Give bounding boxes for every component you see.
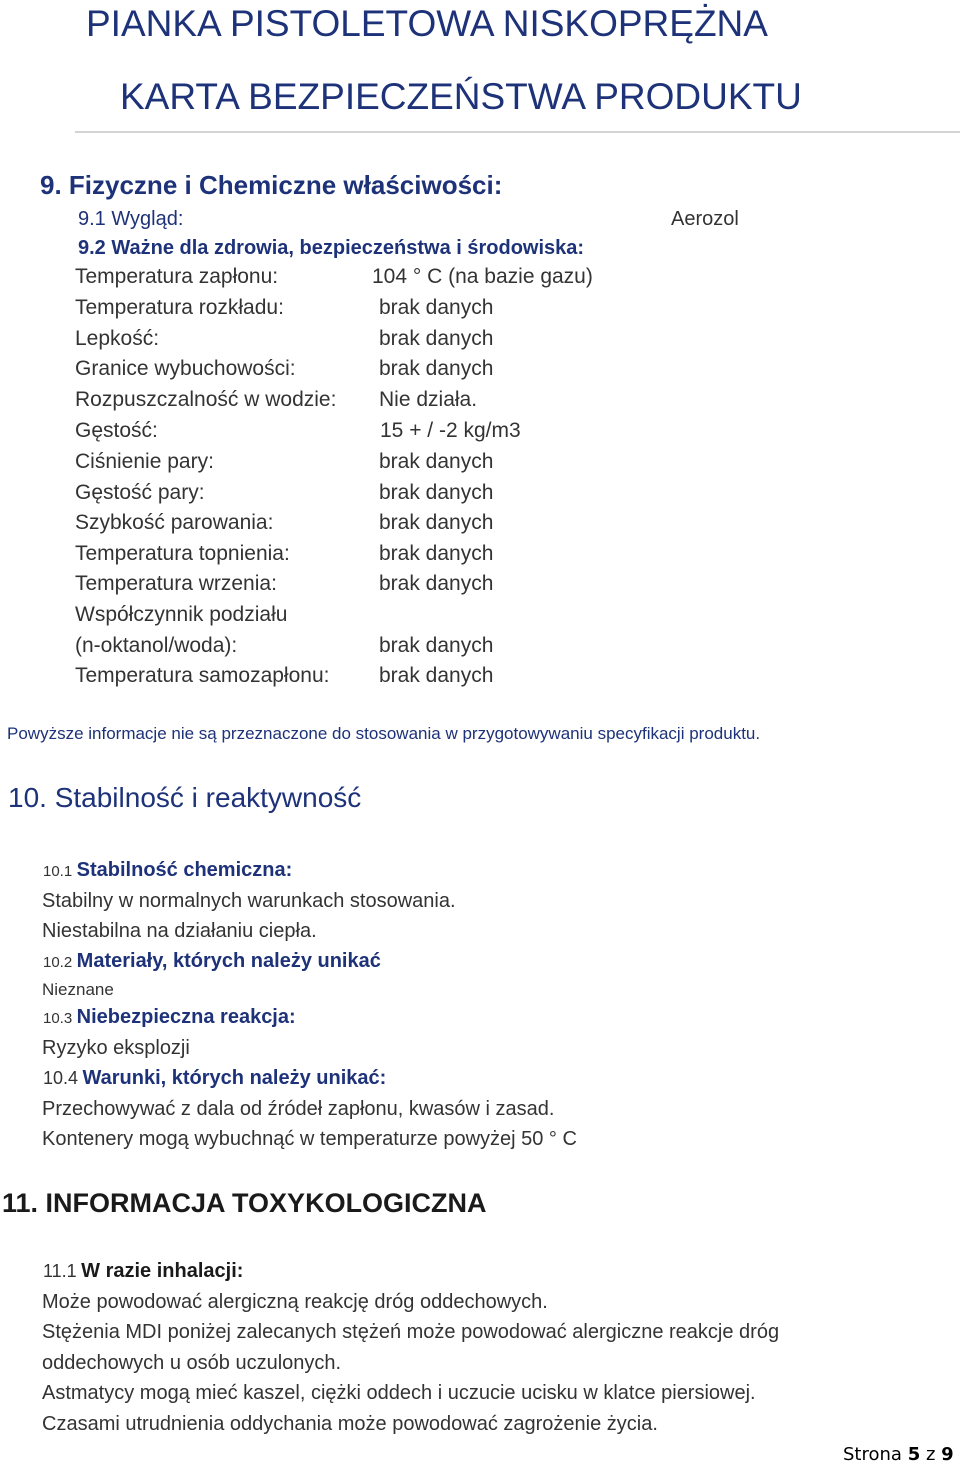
subsection-number: 11.1 bbox=[43, 1261, 77, 1281]
property-value: Nie działa. bbox=[379, 388, 478, 411]
subsection-title: Stabilność chemiczna: bbox=[76, 859, 293, 881]
important-heading: 9.2 Ważne dla zdrowia, bezpieczeństwa i środowiska: bbox=[78, 237, 585, 259]
property-value: brak danych bbox=[379, 450, 494, 473]
property-value: 104 ° C (na bazie gazu) bbox=[372, 265, 593, 288]
subsection-number: 10.3 bbox=[43, 1010, 73, 1027]
property-label: (n-oktanol/woda): bbox=[75, 634, 238, 657]
property-value: brak danych bbox=[379, 664, 494, 687]
section-9-title: 9. Fizyczne i Chemiczne właściwości: bbox=[40, 170, 503, 200]
subsection-title: Niebezpieczna reakcja: bbox=[76, 1006, 296, 1028]
subsection-title: Materiały, których należy unikać bbox=[76, 950, 381, 972]
paragraph-line: Nieznane bbox=[42, 980, 114, 999]
subsection-number: 10.4 bbox=[43, 1068, 79, 1088]
property-value: brak danych bbox=[379, 542, 494, 565]
property-label: Temperatura samozapłonu: bbox=[75, 664, 330, 687]
page-number bbox=[843, 1444, 954, 1465]
subsection-title: W razie inhalacji: bbox=[81, 1260, 244, 1282]
property-value: brak danych bbox=[379, 357, 494, 380]
document-title: PIANKA PISTOLETOWA NISKOPRĘŻNA bbox=[86, 3, 768, 44]
property-value: brak danych bbox=[379, 296, 494, 319]
paragraph-line: Astmatycy mogą mieć kaszel, ciężki oddech i uczucie ucisku w klatce piersiowej. bbox=[42, 1382, 756, 1404]
paragraph-line: Może powodować alergiczną reakcję dróg oddechowych. bbox=[42, 1291, 548, 1313]
paragraph-line: oddechowych u osób uczulonych. bbox=[42, 1352, 342, 1374]
subsection-title: Warunki, których należy unikać: bbox=[82, 1067, 387, 1089]
subsection-10-3 bbox=[43, 1006, 296, 1029]
subsection-10-4 bbox=[43, 1067, 386, 1090]
subsection-10-1 bbox=[43, 859, 292, 882]
property-value: brak danych bbox=[379, 327, 494, 350]
property-label: Ciśnienie pary: bbox=[75, 450, 214, 473]
document-subtitle: KARTA BEZPIECZEŃSTWA PRODUKTU bbox=[120, 76, 802, 117]
section-10-title: 10. Stabilność i reaktywność bbox=[8, 782, 362, 813]
appearance-label: 9.1 Wygląd: bbox=[78, 208, 184, 230]
paragraph-line: Przechowywać z dala od źródeł zapłonu, kwasów i zasad. bbox=[42, 1098, 555, 1120]
property-label: Temperatura zapłonu: bbox=[75, 265, 279, 288]
subsection-number: 10.2 bbox=[43, 954, 73, 971]
property-value: brak danych bbox=[379, 511, 494, 534]
property-label: Rozpuszczalność w wodzie: bbox=[75, 388, 337, 411]
property-value: brak danych bbox=[379, 572, 494, 595]
property-label: Gęstość pary: bbox=[75, 481, 205, 504]
subsection-11-1 bbox=[43, 1260, 243, 1283]
property-value: brak danych bbox=[379, 481, 494, 504]
paragraph-line: Kontenery mogą wybuchnąć w temperaturze powyżej 50 ° C bbox=[42, 1128, 577, 1150]
section-11-title: 11. INFORMACJA TOXYKOLOGICZNA bbox=[2, 1188, 487, 1218]
subsection-number: 10.1 bbox=[43, 863, 73, 880]
property-label: Temperatura rozkładu: bbox=[75, 296, 284, 319]
specification-note: Powyższe informacje nie są przeznaczone do stosowania w przygotowywaniu specyfikacji produktu. bbox=[7, 724, 761, 743]
appearance-value: Aerozol bbox=[671, 208, 739, 230]
paragraph-line: Stężenia MDI poniżej zalecanych stężeń może powodować alergiczne reakcje dróg bbox=[42, 1321, 780, 1343]
property-value: 15 + / -2 kg/m3 bbox=[380, 419, 521, 442]
page-total: 9 bbox=[941, 1444, 954, 1465]
property-label: Szybkość parowania: bbox=[75, 511, 274, 534]
paragraph-line: Czasami utrudnienia oddychania może powodować zagrożenie życia. bbox=[42, 1413, 658, 1435]
paragraph-line: Ryzyko eksplozji bbox=[42, 1037, 190, 1059]
property-label: Lepkość: bbox=[75, 327, 160, 350]
property-label: Granice wybuchowości: bbox=[75, 357, 296, 380]
page-separator: z bbox=[925, 1444, 936, 1465]
property-value: brak danych bbox=[379, 634, 494, 657]
paragraph-line: Stabilny w normalnych warunkach stosowania. bbox=[42, 890, 456, 912]
header-divider bbox=[75, 131, 960, 133]
property-label: Gęstość: bbox=[75, 419, 158, 442]
property-label: Współczynnik podziału bbox=[75, 603, 288, 626]
paragraph-line: Niestabilna na działaniu ciepła. bbox=[42, 920, 317, 942]
page-current: 5 bbox=[907, 1444, 921, 1465]
property-label: Temperatura wrzenia: bbox=[75, 572, 277, 595]
property-label: Temperatura topnienia: bbox=[75, 542, 290, 565]
subsection-10-2 bbox=[43, 950, 381, 973]
page-prefix: Strona bbox=[843, 1444, 902, 1465]
